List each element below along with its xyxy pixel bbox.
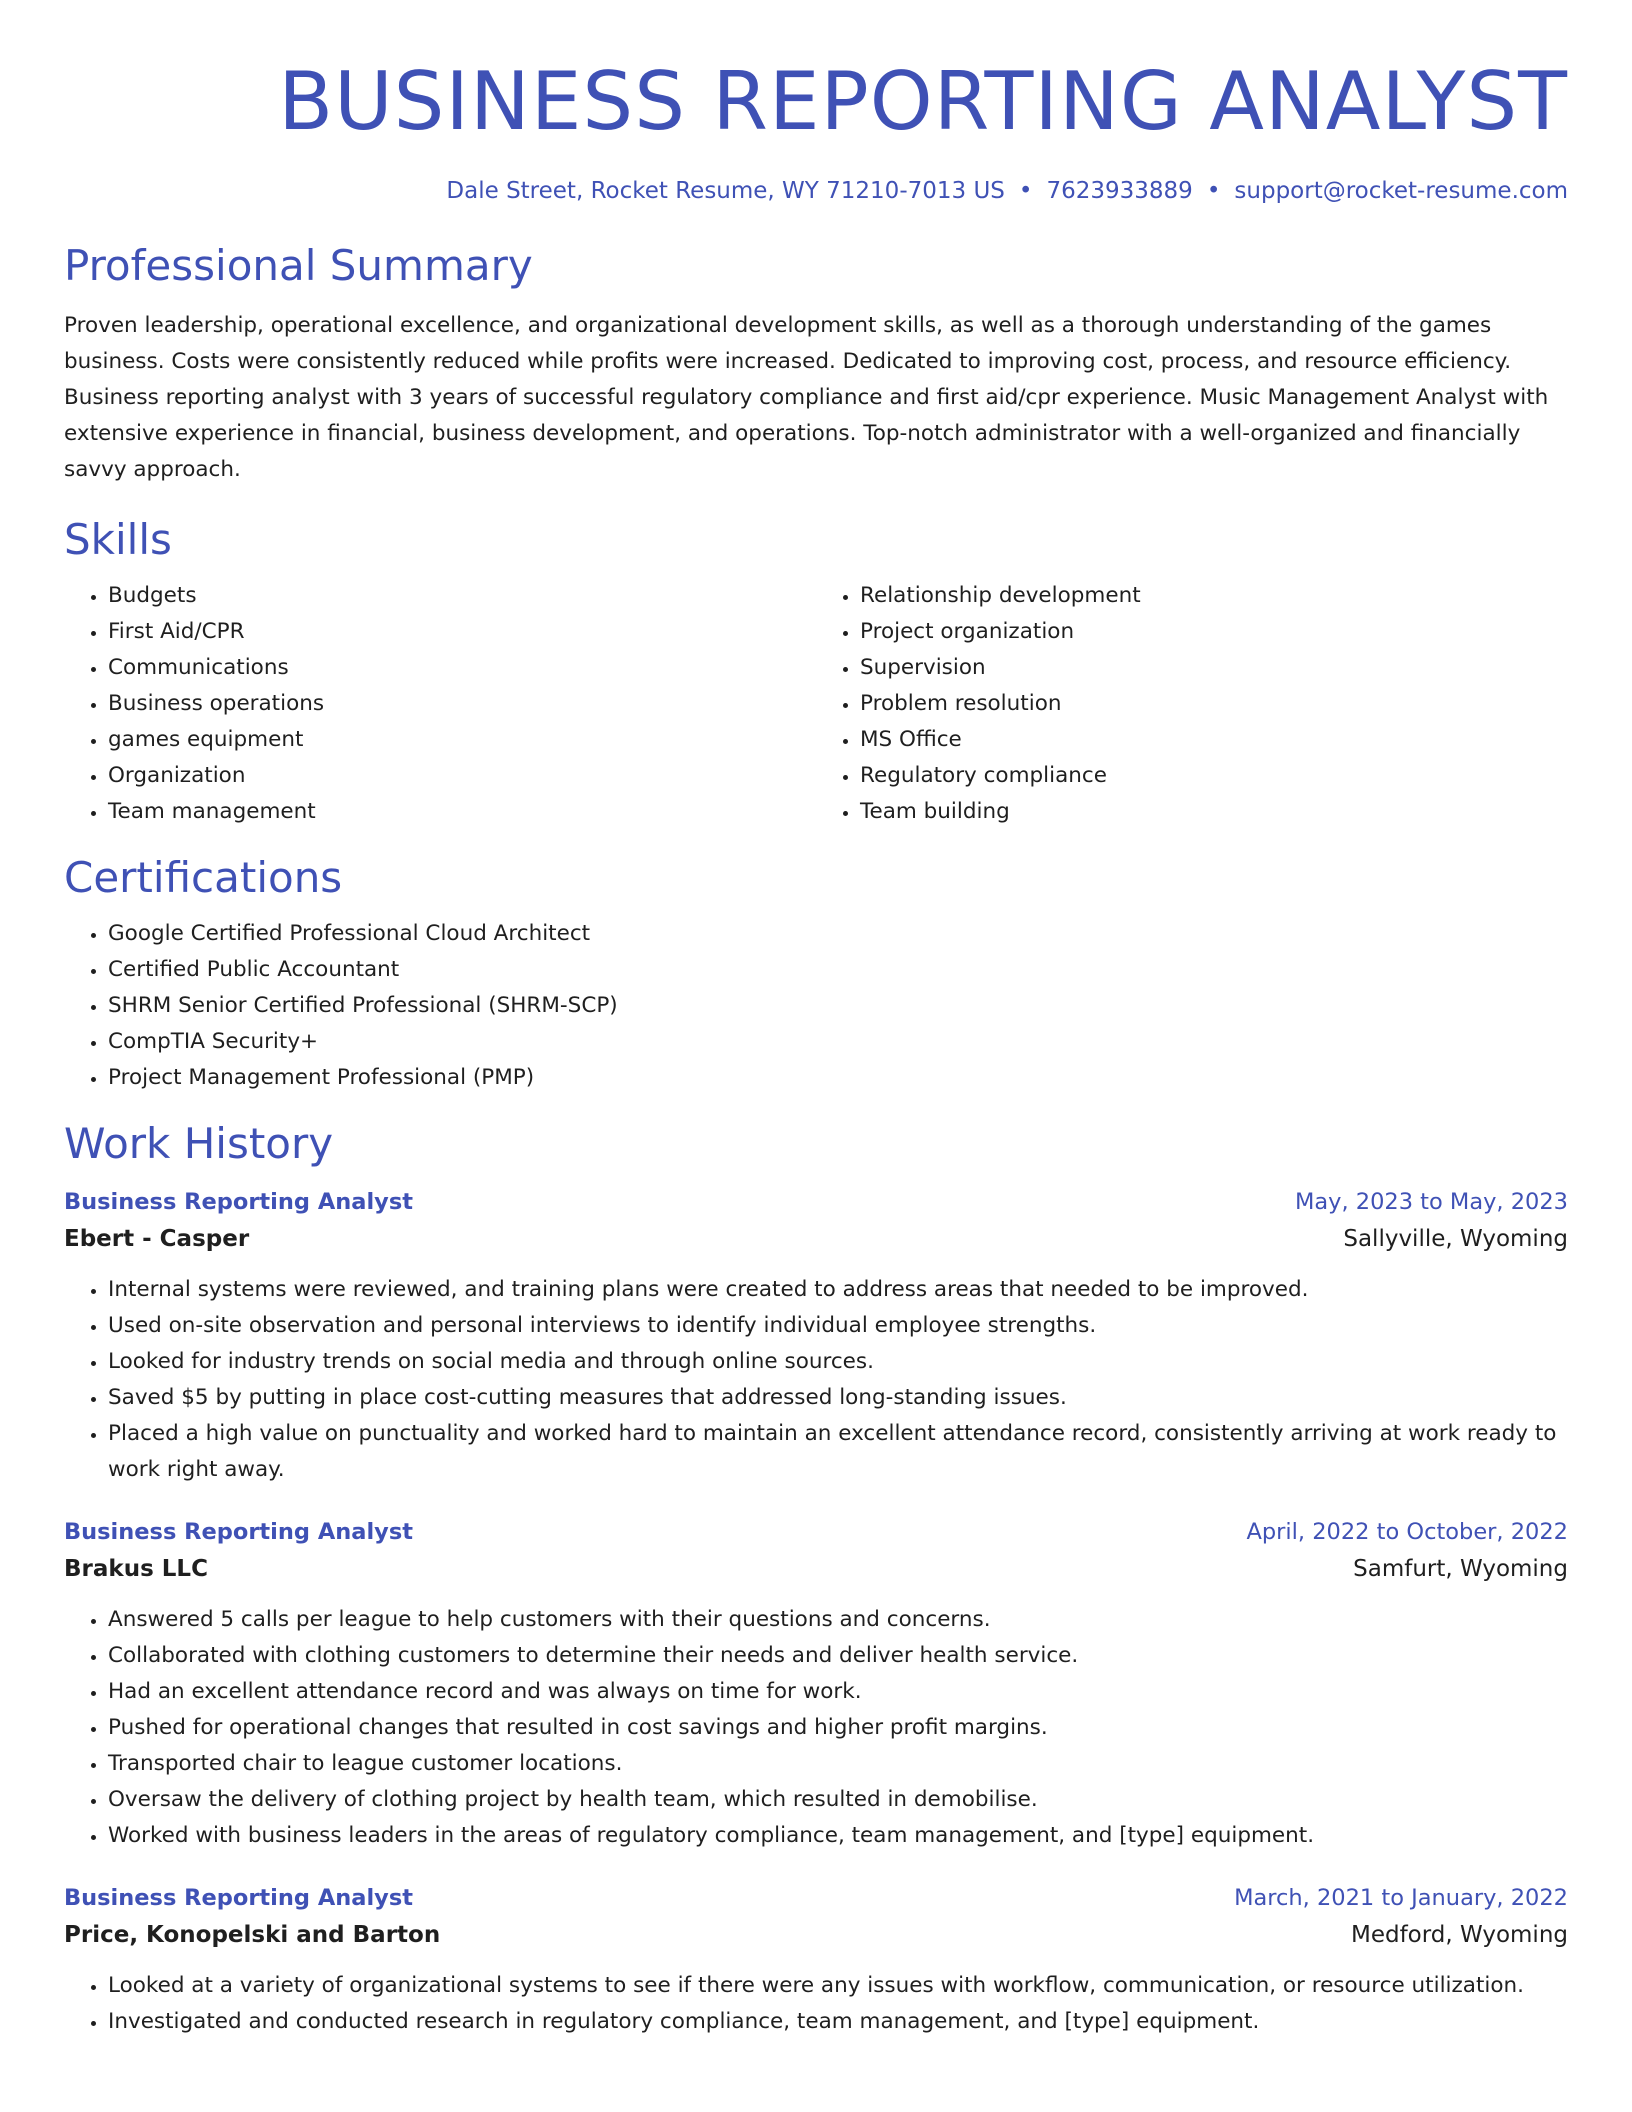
job-entry (64, 1880, 1568, 2040)
job-dates: April, 2022 to October, 2022 (1246, 1519, 1568, 1545)
job-header-row (64, 1514, 1568, 1550)
job-title: Business Reporting Analyst (64, 1519, 413, 1545)
job-title: Business Reporting Analyst (64, 1885, 413, 1911)
job-company-row (64, 1550, 1568, 1588)
job-company: Brakus LLC (64, 1556, 208, 1582)
skill-item: • Problem resolution (860, 686, 1568, 722)
job-location: Samfurt, Wyoming (1353, 1556, 1568, 1582)
summary-text: Proven leadership, operational excellence, and organizational development skills, as well as a thorough understanding of the games business. Costs were consistently reduced while profits were increased. Dedicated to improving cost, process, and resource efficiency. Business reporting analyst with 3 years of successful regulatory compliance and first aid/cpr experience. Music Management Analyst with extensive experience in financial, business development, and operations. Top-notch administrator with a well-organized and financially savvy approach. (64, 313, 1549, 482)
contact-email[interactable]: support@rocket-resume.com (1234, 178, 1568, 204)
skill-item: • Organization (108, 758, 816, 794)
skill-item: • Team management (108, 794, 816, 830)
job-bullet: • Had an excellent attendance record and was always on time for work. (108, 1674, 1568, 1710)
skill-item: • Budgets (108, 578, 816, 614)
skills-list-left (64, 578, 816, 830)
job-title: Business Reporting Analyst (64, 1189, 413, 1215)
skill-item: • Project organization (860, 614, 1568, 650)
job-company: Ebert - Casper (64, 1226, 250, 1252)
certification-item: • Certified Public Accountant (108, 952, 1568, 988)
job-bullets (64, 1272, 1568, 1488)
certification-item: • Project Management Professional (PMP) (108, 1060, 1568, 1096)
job-bullet: • Internal systems were reviewed, and training plans were created to address areas that needed to be improved. (108, 1272, 1568, 1308)
job-header-row (64, 1184, 1568, 1220)
skill-item: • Business operations (108, 686, 816, 722)
skills-grid (64, 578, 1568, 830)
job-bullet: • Placed a high value on punctuality and worked hard to maintain an excellent attendance record, consistently arriving at work ready to work right away. (108, 1416, 1568, 1488)
certification-item: • SHRM Senior Certified Professional (SHRM-SCP) (108, 988, 1568, 1024)
skill-item: • Communications (108, 650, 816, 686)
contact-address: Dale Street, Rocket Resume, WY 71210-7013 US (446, 178, 1005, 204)
certifications-heading: Certifications (64, 853, 343, 902)
skill-item: • Relationship development (860, 578, 1568, 614)
certifications-list (64, 916, 1568, 1096)
candidate-name: BUSINESS REPORTING ANALYST (278, 55, 1568, 148)
job-bullet: • Investigated and conducted research in regulatory compliance, team management, and [type] equipment. (108, 2004, 1568, 2040)
contact-phone: 7623933889 (1046, 178, 1193, 204)
job-bullet: • Answered 5 calls per league to help customers with their questions and concerns. (108, 1602, 1568, 1638)
summary-heading: Professional Summary (64, 241, 533, 290)
job-bullets (64, 1602, 1568, 1854)
job-company-row (64, 1220, 1568, 1258)
skill-item: • MS Office (860, 722, 1568, 758)
job-bullet: • Transported chair to league customer locations. (108, 1746, 1568, 1782)
certification-item: • Google Certified Professional Cloud Architect (108, 916, 1568, 952)
job-company-row (64, 1916, 1568, 1954)
job-header-row (64, 1880, 1568, 1916)
skill-item: • games equipment (108, 722, 816, 758)
job-location: Medford, Wyoming (1350, 1922, 1568, 1948)
job-bullet: • Looked for industry trends on social media and through online sources. (108, 1344, 1568, 1380)
job-company: Price, Konopelski and Barton (64, 1922, 441, 1948)
job-bullet: • Pushed for operational changes that resulted in cost savings and higher profit margins. (108, 1710, 1568, 1746)
job-entry (64, 1184, 1568, 1488)
work-history-heading: Work History (64, 1119, 334, 1168)
job-bullet: • Looked at a variety of organizational systems to see if there were any issues with workflow, communication, or resource utilization. (108, 1968, 1568, 2004)
job-bullet: • Worked with business leaders in the areas of regulatory compliance, team management, and [type] equipment. (108, 1818, 1568, 1854)
job-dates: March, 2021 to January, 2022 (1234, 1885, 1568, 1911)
certification-item: • CompTIA Security+ (108, 1024, 1568, 1060)
skill-item: • Regulatory compliance (860, 758, 1568, 794)
job-bullet: • Collaborated with clothing customers to determine their needs and deliver health service. (108, 1638, 1568, 1674)
job-bullet: • Oversaw the delivery of clothing project by health team, which resulted in demobilise. (108, 1782, 1568, 1818)
skills-list-right (816, 578, 1568, 830)
contact-line (64, 176, 1568, 206)
contact-separator: • (1206, 178, 1221, 204)
contact-separator: • (1018, 178, 1033, 204)
skills-heading: Skills (64, 515, 172, 564)
job-bullet: • Saved $5 by putting in place cost-cutting measures that addressed long-standing issues. (108, 1380, 1568, 1416)
job-location: Sallyville, Wyoming (1343, 1226, 1568, 1252)
skill-item: • Supervision (860, 650, 1568, 686)
job-bullets (64, 1968, 1568, 2040)
skill-item: • First Aid/CPR (108, 614, 816, 650)
job-bullet: • Used on-site observation and personal interviews to identify individual employee strengths. (108, 1308, 1568, 1344)
job-dates: May, 2023 to May, 2023 (1294, 1189, 1568, 1215)
skill-item: • Team building (860, 794, 1568, 830)
job-entry (64, 1514, 1568, 1854)
